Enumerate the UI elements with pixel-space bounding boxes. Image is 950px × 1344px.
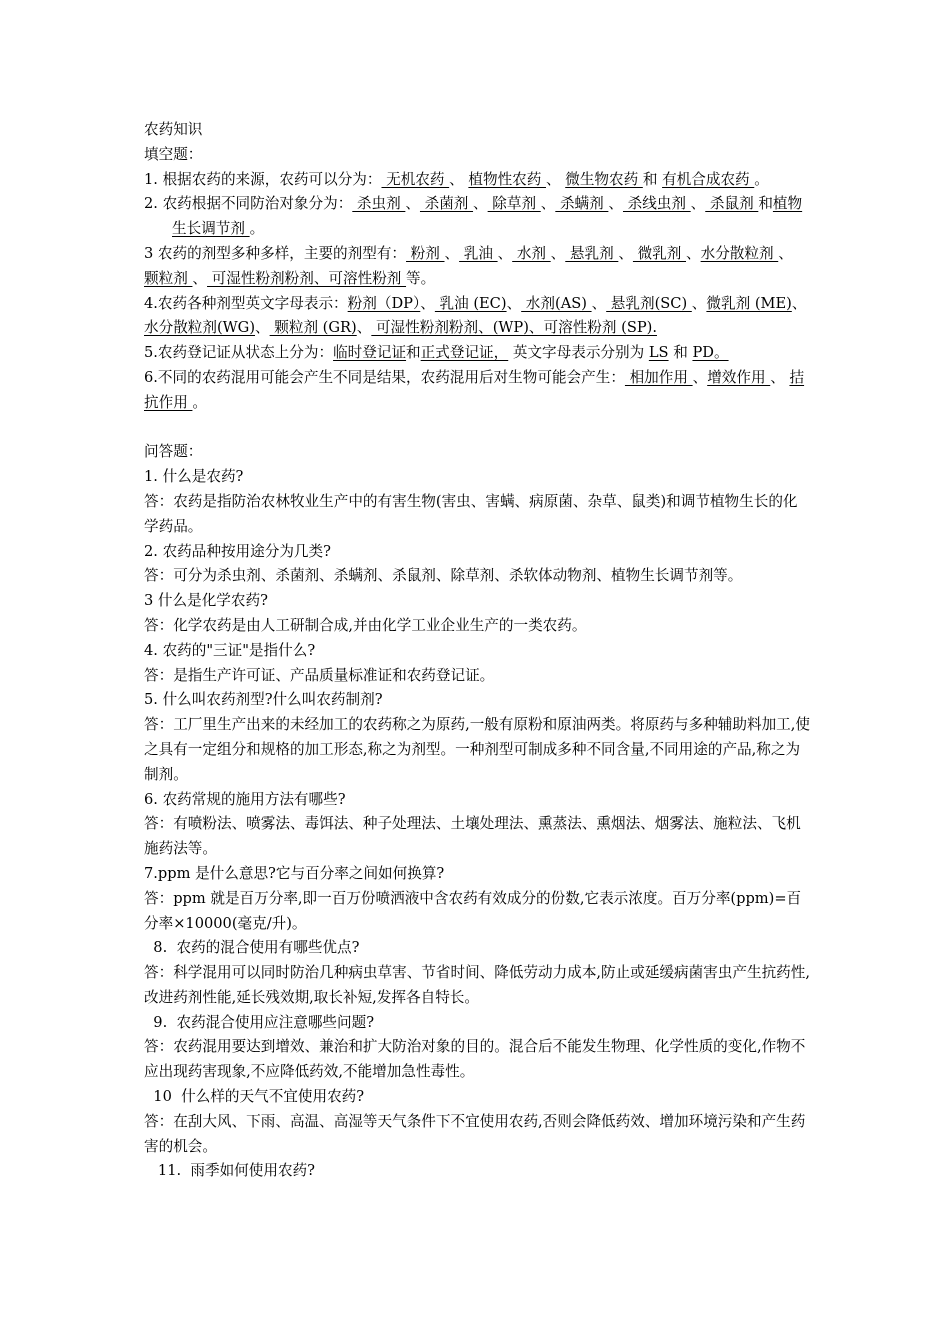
q4-answer-1: 粉剂（DP） [347, 294, 421, 312]
q3-sep-3: 、 [550, 244, 566, 262]
qa-item-11 [144, 1159, 810, 1184]
q2-answer-1: 杀虫剂 [352, 195, 406, 213]
q1-sep-2: 、 [545, 170, 566, 188]
q4-sep-2: 、 [506, 294, 522, 312]
fill-question-3 [144, 242, 810, 292]
q2-answer-5: 杀线虫剂 [622, 195, 691, 213]
qa-answer: 答：化学农药是由人工研制合成,并由化学工业企业生产的一类农药。 [144, 616, 587, 634]
q2-answer-4: 杀螨剂 [555, 195, 609, 213]
q5-answer-4: PD。 [692, 344, 729, 362]
q3-sep-4: 、 [618, 244, 633, 262]
doc-title: 农药知识 [144, 121, 203, 138]
qa-question: 11. 雨季如何使用农药? [144, 1162, 315, 1180]
q6-answer-2: 增效作用 [707, 368, 771, 386]
q6-answer-3: 拮抗作用 [144, 368, 805, 411]
q5-answer-1: 临时登记证 [333, 344, 407, 362]
q5-sep-3: 和 [668, 344, 693, 362]
q3-sep-1: 、 [444, 244, 460, 262]
q6-answer-1: 相加作用 [624, 368, 693, 386]
q6-prompt: 6.不同的农药混用可能会产生不同是结果，农药混用后对生物可能会产生： [144, 368, 625, 386]
q4-answer-3: 水剂(AS) [521, 294, 592, 312]
q1-answer-4: 有机合成农药 [662, 170, 755, 188]
q1-prompt: 1. 根据农药的来源，农药可以分为： [144, 170, 382, 188]
q4-sep-7: 、 [356, 319, 372, 337]
q2-answer-7: 植物生长调节剂 [172, 195, 803, 238]
q1-sep-3: 和 [642, 170, 663, 188]
qa-answer: 答：是指生产许可证、产品质量标准证和农药登记证。 [144, 666, 495, 684]
q2-answer-2: 杀菌剂 [419, 195, 474, 213]
qa-question: 6. 农药常规的施用方法有哪些? [144, 790, 346, 808]
qa-item-7 [144, 862, 810, 936]
qa-item-3 [144, 589, 810, 639]
qa-answer: 答：农药混用要达到增效、兼治和扩大防治对象的目的。混合后不能发生物理、化学性质的变化,作物不应出现药害现象,不应降低药效,不能增加急性毒性。 [144, 1038, 806, 1081]
qa-answer: 答：农药是指防治农林牧业生产中的有害生物(害虫、害螨、病原菌、杂草、鼠类)和调节植物生长的化学药品。 [144, 492, 798, 535]
q1-answer-3: 微生物农药 [565, 170, 643, 188]
q4-answer-5: 微乳剂 (ME) [706, 294, 792, 312]
qa-answer: 答：在刮大风、下雨、高温、高湿等天气条件下不宜使用农药,否则会降低药效、增加环境污染和产生药害的机会。 [144, 1112, 806, 1155]
section-spacer [144, 416, 810, 441]
q1-sep-1: 、 [449, 170, 469, 188]
q5-sep-1: 和 [406, 344, 421, 362]
q3-sep-6: 、 [778, 244, 793, 262]
q4-answer-7: 颗粒剂 (GR) [269, 319, 357, 337]
q3-answer-2: 乳油 [459, 244, 498, 262]
q6-end: 。 [192, 393, 208, 411]
fill-question-1 [144, 168, 810, 193]
q2-sep-2: 、 [473, 195, 488, 213]
qa-question: 2. 农药品种按用途分为几类? [144, 542, 331, 560]
qa-question: 10 什么样的天气不宜使用农药? [144, 1088, 365, 1106]
qa-item-2 [144, 540, 810, 590]
qa-answer: 答：工厂里生产出来的未经加工的农药称之为原药,一般有原粉和原油两类。将原药与多种辅助料加工,使之具有一定组分和规格的加工形态,称之为剂型。一种剂型可制成多种不同含量,不同用途的产品,称之为制剂。 [144, 716, 811, 783]
q5-answer-3: LS [648, 344, 669, 362]
fill-question-4 [144, 292, 810, 342]
q4-answer-8: 可湿性粉剂粉剂、(WP)、可溶性粉剂 (SP). [371, 319, 657, 337]
q3-sep-2: 、 [497, 244, 513, 262]
q4-answer-6: 水分散粒剂(WG) [144, 319, 256, 337]
q2-sep-6: 和 [758, 195, 773, 213]
q3-answer-4: 悬乳剂 [565, 244, 619, 262]
q2-prompt: 2. 农药根据不同防治对象分为： [144, 195, 353, 213]
qa-question: 4. 农药的"三证"是指什么? [144, 641, 316, 659]
q3-answer-8: 可湿性粉剂粉剂、可溶性粉剂 [207, 269, 407, 287]
qa-answer: 答：可分为杀虫剂、杀菌剂、杀螨剂、杀鼠剂、除草剂、杀软体动物剂、植物生长调节剂等。 [144, 567, 743, 585]
q4-answer-4: 悬乳剂(SC) [606, 294, 692, 312]
q2-end: 。 [249, 220, 265, 238]
qa-item-5 [144, 688, 810, 787]
fill-question-6 [144, 366, 810, 416]
q4-sep-1: 、 [420, 294, 435, 312]
q5-prompt: 5.农药登记证从状态上分为： [144, 344, 334, 362]
q3-sep-7: 、 [192, 269, 208, 287]
document-page [144, 118, 810, 1184]
q3-answer-3: 水剂 [512, 244, 551, 262]
q5-answer-2: 正式登记证， [420, 344, 509, 362]
qa-item-4 [144, 639, 810, 689]
q6-sep-2: 、 [770, 368, 790, 386]
q2-sep-1: 、 [405, 195, 420, 213]
fill-heading: 填空题： [144, 145, 203, 163]
q3-answer-1: 粉剂 [406, 244, 445, 262]
qa-item-9 [144, 1011, 810, 1085]
q2-answer-3: 除草剂 [487, 195, 541, 213]
qa-question: 7.ppm 是什么意思?它与百分率之间如何换算? [144, 864, 445, 882]
qa-question: 8. 农药的混合使用有哪些优点? [144, 939, 360, 957]
q4-answer-2: 乳油 (EC) [434, 294, 507, 312]
qa-question: 5. 什么叫农药剂型?什么叫农药制剂? [144, 691, 383, 709]
q4-sep-6: 、 [255, 319, 270, 337]
qa-answer: 答：科学混用可以同时防治几种病虫草害、节省时间、降低劳动力成本,防止或延缓病菌害虫产生抗药性,改进药剂性能,延长残效期,取长补短,发挥各自特长。 [144, 964, 811, 1006]
q3-end: 等。 [406, 269, 436, 287]
q5-sep-2: 英文字母表示分别为 [508, 344, 649, 362]
q4-sep-5: 、 [791, 294, 807, 312]
q3-answer-5: 微乳剂 [632, 244, 686, 262]
q3-prompt: 3 农药的剂型多种多样，主要的剂型有： [144, 244, 407, 262]
q3-answer-6: 水分散粒剂 [700, 244, 779, 262]
q4-prompt: 4.农药各种剂型英文字母表示： [144, 294, 348, 312]
q4-sep-3: 、 [591, 294, 607, 312]
q2-sep-5: 、 [690, 195, 706, 213]
qa-heading: 问答题： [144, 443, 203, 461]
qa-question: 3 什么是化学农药? [144, 592, 268, 610]
qa-question: 9. 农药混合使用应注意哪些问题? [144, 1013, 375, 1031]
q2-sep-3: 、 [540, 195, 556, 213]
qa-item-10 [144, 1085, 810, 1159]
qa-item-8 [144, 936, 810, 1010]
q1-answer-2: 植物性农药 [468, 170, 546, 188]
qa-item-1 [144, 465, 810, 539]
qa-answer: 答：有喷粉法、喷雾法、毒饵法、种子处理法、土壤处理法、熏蒸法、熏烟法、烟雾法、施粒法、飞机施药法等。 [144, 815, 801, 858]
q3-answer-7: 颗粒剂 [144, 269, 193, 287]
qa-question: 1. 什么是农药? [144, 468, 244, 486]
q2-answer-6: 杀鼠剂 [705, 195, 759, 213]
qa-answer: 答：ppm 就是百万分率,即一百万份喷洒液中含农药有效成分的份数,它表示浓度。百万分率(ppm)=百分率×10000(毫克/升)。 [144, 889, 802, 932]
q2-sep-4: 、 [608, 195, 623, 213]
qa-item-6 [144, 788, 810, 862]
q6-sep-1: 、 [692, 368, 708, 386]
q1-answer-1: 无机农药 [381, 170, 450, 188]
q4-sep-4: 、 [691, 294, 707, 312]
fill-question-2 [144, 192, 810, 242]
q1-end: 。 [754, 170, 769, 188]
q3-sep-5: 、 [686, 244, 701, 262]
fill-question-5 [144, 341, 810, 366]
